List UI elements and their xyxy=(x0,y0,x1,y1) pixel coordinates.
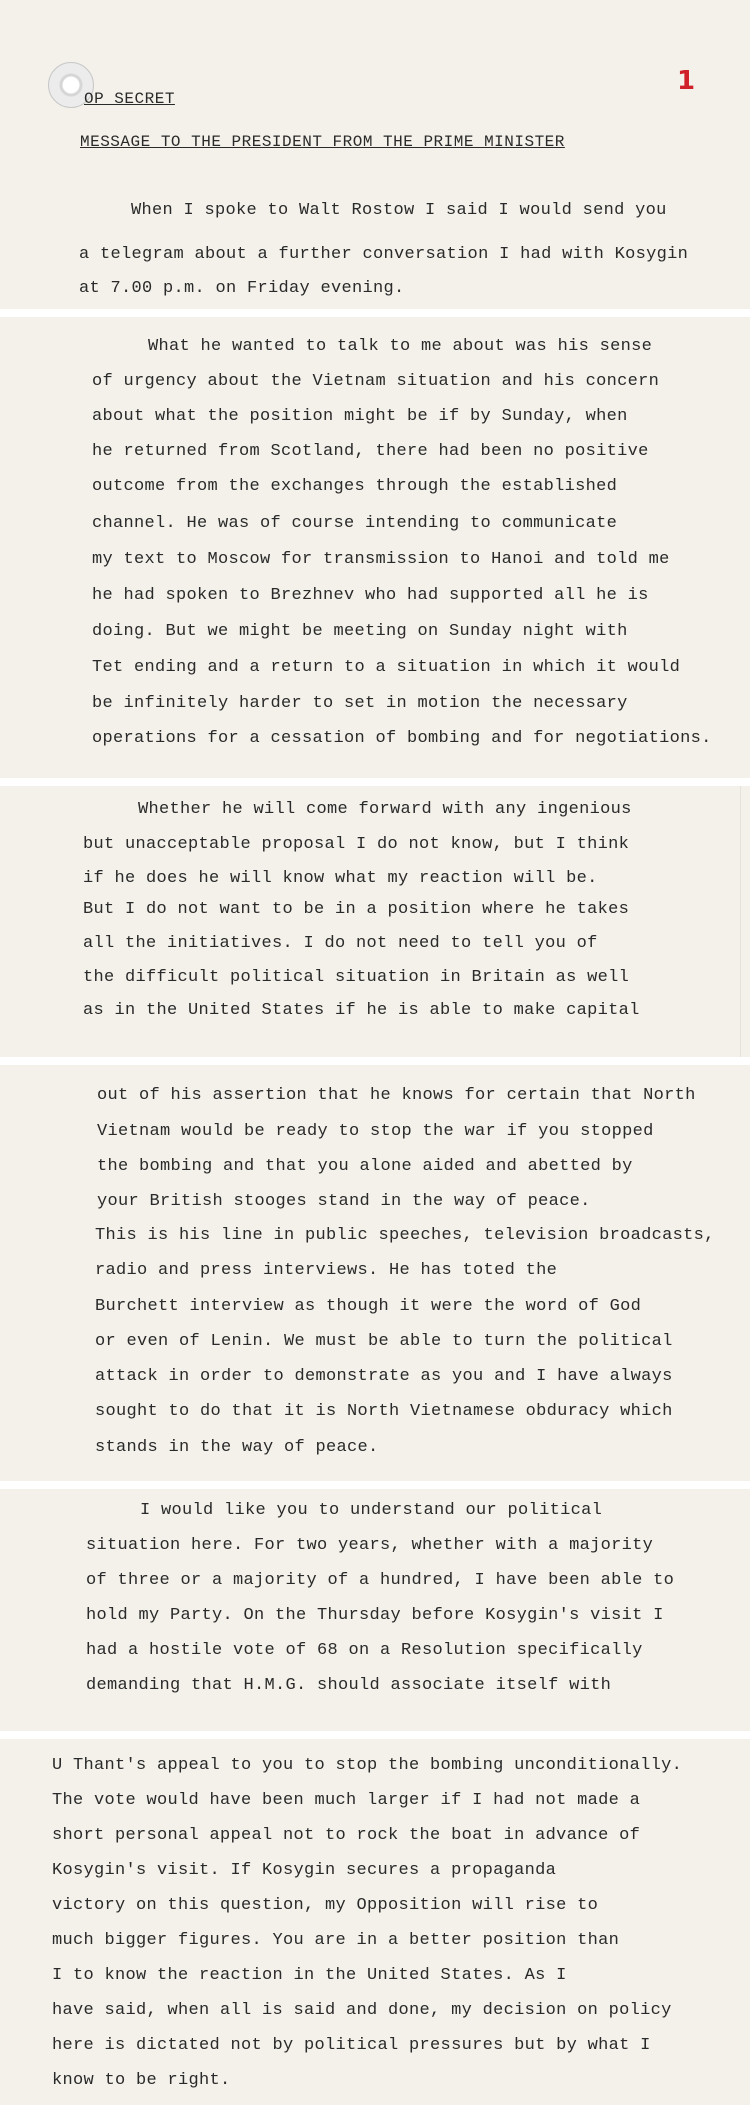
text-line: hold my Party. On the Thursday before Kosygin's visit I xyxy=(86,1606,664,1625)
text-line: This is his line in public speeches, television broadcasts, xyxy=(95,1226,715,1245)
page-strip-2 xyxy=(0,317,750,782)
text-line: if he does he will know what my reaction will be. xyxy=(83,869,598,888)
text-line: a telegram about a further conversation I had with Kosygin xyxy=(79,245,689,264)
text-line: short personal appeal not to rock the boat in advance of xyxy=(52,1826,641,1845)
text-line: Vietnam would be ready to stop the war if you stopped xyxy=(97,1122,654,1141)
text-line: Kosygin's visit. If Kosygin secures a propaganda xyxy=(52,1861,557,1880)
text-line: attack in order to demonstrate as you and I have always xyxy=(95,1367,673,1386)
text-line: The vote would have been much larger if I had not made a xyxy=(52,1791,641,1810)
page-strip-4 xyxy=(0,1065,750,1485)
text-line: Tet ending and a return to a situation in which it would xyxy=(92,658,681,677)
text-line: out of his assertion that he knows for certain that North xyxy=(97,1086,696,1105)
text-line: situation here. For two years, whether with a majority xyxy=(86,1536,654,1555)
text-line: be infinitely harder to set in motion the necessary xyxy=(92,694,628,713)
text-line: all the initiatives. I do not need to tell you of xyxy=(83,934,598,953)
page-strip-3 xyxy=(0,786,750,1061)
text-line: channel. He was of course intending to communicate xyxy=(92,514,618,533)
text-line: about what the position might be if by Sunday, when xyxy=(92,407,628,426)
text-line: here is dictated not by political pressures but by what I xyxy=(52,2036,651,2055)
text-line: outcome from the exchanges through the established xyxy=(92,477,618,496)
text-line: but unacceptable proposal I do not know, but I think xyxy=(83,835,630,854)
text-line: stands in the way of peace. xyxy=(95,1438,379,1457)
message-title: MESSAGE TO THE PRESIDENT FROM THE PRIME MINISTER xyxy=(80,133,565,151)
text-line: he returned from Scotland, there had been no positive xyxy=(92,442,649,461)
page-strip-6 xyxy=(0,1739,750,2105)
text-line: of three or a majority of a hundred, I have been able to xyxy=(86,1571,675,1590)
text-line: he had spoken to Brezhnev who had supported all he is xyxy=(92,586,649,605)
text-line: the bombing and that you alone aided and abetted by xyxy=(97,1157,633,1176)
text-line: as in the United States if he is able to make capital xyxy=(83,1001,640,1020)
text-line: radio and press interviews. He has toted the xyxy=(95,1261,558,1280)
text-line: know to be right. xyxy=(52,2071,231,2090)
text-line: my text to Moscow for transmission to Hanoi and told me xyxy=(92,550,670,569)
text-line: the difficult political situation in Britain as well xyxy=(83,968,630,987)
text-line: doing. But we might be meeting on Sunday night with xyxy=(92,622,628,641)
paper-fold xyxy=(740,786,741,1057)
page-number-mark: 1 xyxy=(677,66,696,96)
text-line: Burchett interview as though it were the word of God xyxy=(95,1297,642,1316)
text-line: U Thant's appeal to you to stop the bombing unconditionally. xyxy=(52,1756,683,1775)
text-line: your British stooges stand in the way of peace. xyxy=(97,1192,591,1211)
text-line: But I do not want to be in a position where he takes xyxy=(83,900,630,919)
text-line: or even of Lenin. We must be able to turn the political xyxy=(95,1332,673,1351)
text-line: sought to do that it is North Vietnamese obduracy which xyxy=(95,1402,673,1421)
text-line: Whether he will come forward with any ingenious xyxy=(138,800,632,819)
text-line: demanding that H.M.G. should associate itself with xyxy=(86,1676,612,1695)
text-line: I to know the reaction in the United States. As I xyxy=(52,1966,567,1985)
text-line: have said, when all is said and done, my decision on policy xyxy=(52,2001,672,2020)
text-line: at 7.00 p.m. on Friday evening. xyxy=(79,279,405,298)
text-line: victory on this question, my Opposition will rise to xyxy=(52,1896,599,1915)
text-line: When I spoke to Walt Rostow I said I would send you xyxy=(131,201,667,220)
text-line: much bigger figures. You are in a better position than xyxy=(52,1931,620,1950)
text-line: I would like you to understand our political xyxy=(140,1501,603,1520)
page-strip-1 xyxy=(0,0,750,313)
classification-label: OP SECRET xyxy=(84,90,175,108)
text-line: of urgency about the Vietnam situation and his concern xyxy=(92,372,660,391)
text-line: operations for a cessation of bombing and for negotiations. xyxy=(92,729,712,748)
text-line: had a hostile vote of 68 on a Resolution specifically xyxy=(86,1641,643,1660)
text-line: What he wanted to talk to me about was his sense xyxy=(148,337,653,356)
page-strip-5 xyxy=(0,1489,750,1735)
